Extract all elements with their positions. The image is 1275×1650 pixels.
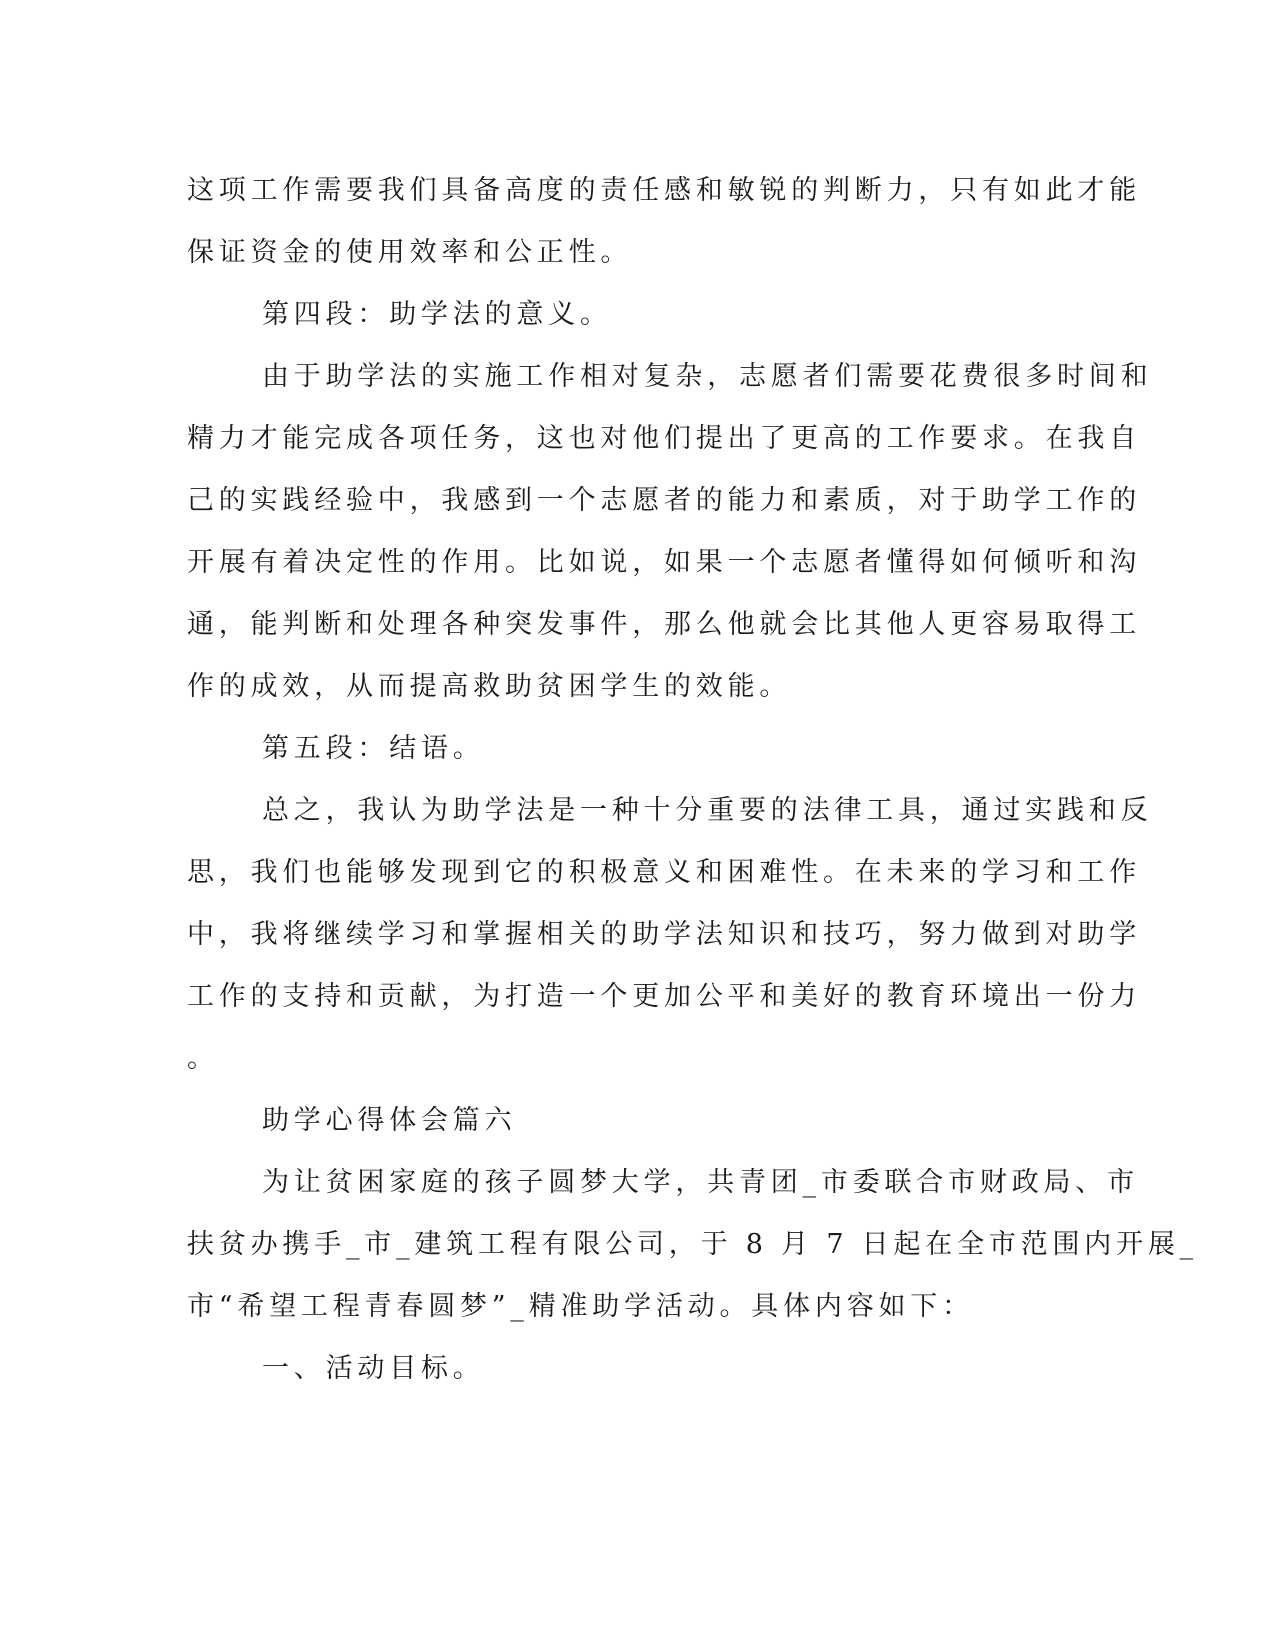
article-title-6: [187, 1090, 1067, 1152]
text-line: 通，能判断和处理各种突发事件，那么他就会比其他人更容易取得工: [187, 609, 1141, 640]
paragraph-5: [187, 780, 1153, 1090]
text-line: 助学心得体会篇六: [262, 1105, 517, 1136]
text-line: 第四段：助学法的意义。: [262, 299, 612, 330]
text-line: 一、活动目标。: [262, 1353, 485, 1384]
text-line: 。: [187, 1043, 219, 1074]
text-line: 精力才能完成各项任务，这也对他们提出了更高的工作要求。在我自: [187, 423, 1141, 454]
text-line: 总之，我认为助学法是一种十分重要的法律工具，通过实践和反: [262, 795, 1153, 826]
text-line: 保证资金的使用效率和公正性。: [187, 237, 633, 268]
text-line: 由于助学法的实施工作相对复杂，志愿者们需要花费很多时间和: [262, 361, 1153, 392]
document-body: [187, 160, 1198, 1400]
section-heading-activity-goal: [187, 1338, 1067, 1400]
text-line: 市“希望工程青春圆梦”_精准助学活动。具体内容如下：: [187, 1291, 974, 1322]
paragraph-1: [187, 160, 1141, 284]
text-line: 思，我们也能够发现到它的积极意义和困难性。在未来的学习和工作: [187, 857, 1141, 888]
text-line: 这项工作需要我们具备高度的责任感和敏锐的判断力，只有如此才能: [187, 175, 1141, 206]
section-heading-5: [187, 718, 1067, 780]
text-line: 己的实践经验中，我感到一个志愿者的能力和素质，对于助学工作的: [187, 485, 1141, 516]
text-line: 工作的支持和贡献，为打造一个更加公平和美好的教育环境出一份力: [187, 981, 1141, 1012]
text-line: 扶贫办携手_市_建筑工程有限公司，于 8 月 7 日起在全市范围内开展_: [187, 1229, 1198, 1260]
section-heading-4: [187, 284, 1067, 346]
text-line: 开展有着决定性的作用。比如说，如果一个志愿者懂得如何倾听和沟: [187, 547, 1141, 578]
paragraph-3: [187, 346, 1153, 718]
text-line: 作的成效，从而提高救助贫困学生的效能。: [187, 671, 792, 702]
text-line: 中，我将继续学习和掌握相关的助学法知识和技巧，努力做到对助学: [187, 919, 1141, 950]
paragraph-7: [187, 1152, 1198, 1338]
text-line: 第五段：结语。: [262, 733, 485, 764]
text-line: 为让贫困家庭的孩子圆梦大学，共青团_市委联合市财政局、市: [262, 1167, 1139, 1198]
